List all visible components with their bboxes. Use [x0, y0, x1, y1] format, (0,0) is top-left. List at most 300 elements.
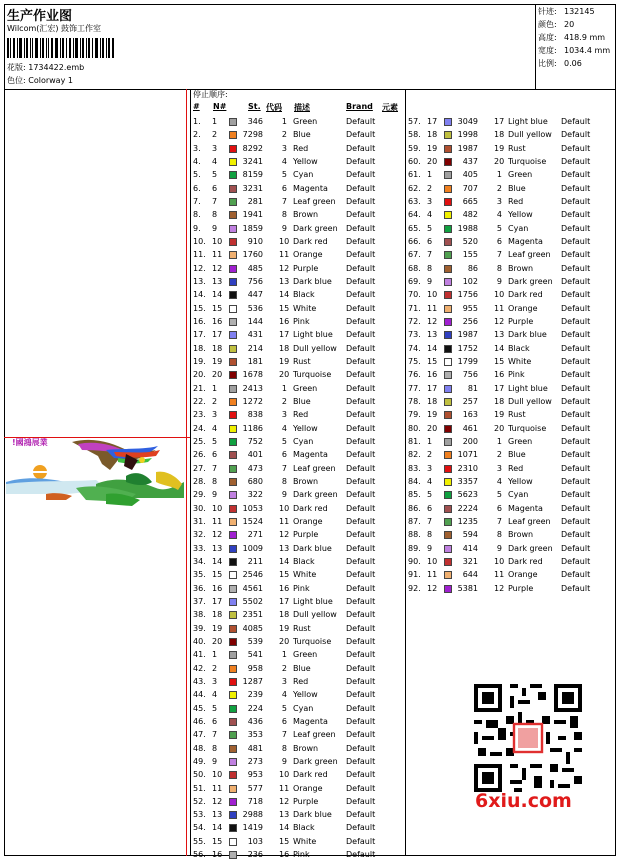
row-desc: Turquoise [508, 156, 547, 166]
row-brand: Default [346, 316, 376, 326]
row-stitches: 1235 [457, 516, 478, 526]
color-swatch [229, 211, 237, 219]
color-swatch [229, 371, 237, 379]
row-brand: Default [346, 596, 376, 606]
row-desc: Dark green [293, 490, 338, 500]
row-brand: Default [346, 183, 376, 193]
row-code: 1 [496, 436, 502, 446]
row-desc: Red [293, 410, 309, 420]
row-brand: Default [346, 370, 376, 380]
row-code: 12 [494, 583, 505, 593]
col-stitches: St. [248, 102, 261, 111]
color-swatch [229, 145, 237, 153]
row-brand: Default [346, 276, 376, 286]
row-code: 14 [279, 556, 290, 566]
row-brand: Default [561, 263, 591, 273]
row-needle: 20 [427, 423, 438, 433]
row-needle: 20 [427, 156, 438, 166]
row-desc: Brown [293, 476, 319, 486]
row-code: 14 [279, 823, 290, 833]
row-stitches: 1987 [457, 330, 478, 340]
row-stitches: 239 [247, 690, 263, 700]
row-index: 32. [193, 530, 206, 540]
row-code: 2 [496, 450, 502, 460]
row-code: 6 [281, 716, 287, 726]
row-index: 41. [193, 650, 206, 660]
color-swatch [229, 171, 237, 179]
col-brand: Brand [346, 102, 373, 111]
row-code: 12 [279, 530, 290, 540]
color-swatch [229, 518, 237, 526]
color-swatch [229, 118, 237, 126]
row-needle: 13 [212, 543, 223, 553]
stat-scale: 比例: 0.06 [538, 59, 582, 68]
row-desc: Brown [293, 743, 319, 753]
row-stitches: 211 [247, 556, 263, 566]
col-n: N# [213, 102, 227, 111]
row-needle: 12 [427, 316, 438, 326]
row-index: 59. [408, 143, 421, 153]
row-brand: Default [346, 663, 376, 673]
row-desc: Leaf green [293, 730, 336, 740]
row-code: 15 [494, 356, 505, 366]
row-needle: 3 [212, 143, 218, 153]
row-brand: Default [561, 316, 591, 326]
row-needle: 7 [212, 463, 218, 473]
row-index: 21. [193, 383, 206, 393]
row-needle: 1 [212, 383, 218, 393]
color-swatch [229, 585, 237, 593]
row-needle: 2 [212, 130, 218, 140]
row-needle: 3 [212, 676, 218, 686]
row-needle: 2 [212, 396, 218, 406]
row-stitches: 756 [462, 370, 478, 380]
row-brand: Default [346, 196, 376, 206]
row-index: 49. [193, 756, 206, 766]
color-swatch [229, 811, 237, 819]
row-code: 16 [279, 583, 290, 593]
color-swatch [229, 198, 237, 206]
row-desc: Dark red [508, 556, 543, 566]
row-index: 46. [193, 716, 206, 726]
stat-height: 高度: 418.9 mm [538, 33, 606, 42]
row-stitches: 707 [462, 183, 478, 193]
row-desc: Red [293, 143, 309, 153]
row-index: 87. [408, 516, 421, 526]
row-code: 20 [279, 636, 290, 646]
row-stitches: 1752 [457, 343, 478, 353]
row-code: 5 [281, 703, 287, 713]
row-desc: Orange [293, 250, 323, 260]
row-needle: 16 [212, 583, 223, 593]
row-index: 3. [193, 143, 201, 153]
row-desc: Black [293, 823, 315, 833]
row-desc: Red [508, 196, 524, 206]
row-brand: Default [346, 610, 376, 620]
row-stitches: 756 [247, 276, 263, 286]
color-swatch [229, 598, 237, 606]
color-swatch [229, 491, 237, 499]
row-brand: Default [346, 783, 376, 793]
row-brand: Default [346, 330, 376, 340]
row-index: 33. [193, 543, 206, 553]
row-index: 30. [193, 503, 206, 513]
color-swatch [229, 465, 237, 473]
color-swatch [444, 518, 452, 526]
color-swatch [229, 785, 237, 793]
row-stitches: 594 [462, 530, 478, 540]
row-brand: Default [346, 703, 376, 713]
row-index: 58. [408, 130, 421, 140]
row-index: 14. [193, 290, 206, 300]
color-swatch [444, 118, 452, 126]
row-stitches: 447 [247, 290, 263, 300]
row-code: 11 [279, 783, 290, 793]
row-brand: Default [346, 690, 376, 700]
row-desc: Brown [293, 210, 319, 220]
row-code: 10 [494, 556, 505, 566]
row-brand: Default [561, 210, 591, 220]
row-stitches: 346 [247, 117, 263, 126]
row-code: 16 [279, 316, 290, 326]
color-swatch [229, 345, 237, 353]
row-stitches: 2413 [242, 383, 263, 393]
row-code: 13 [494, 330, 505, 340]
row-needle: 5 [427, 223, 433, 233]
row-desc: Black [293, 556, 315, 566]
row-index: 45. [193, 703, 206, 713]
row-desc: Blue [508, 450, 526, 460]
row-code: 2 [496, 183, 502, 193]
row-desc: Pink [293, 850, 310, 860]
row-stitches: 5623 [457, 490, 478, 500]
row-code: 7 [281, 730, 287, 740]
row-brand: Default [346, 343, 376, 353]
row-needle: 12 [427, 583, 438, 593]
row-index: 37. [193, 596, 206, 606]
row-desc: Orange [508, 570, 538, 580]
row-code: 1 [496, 170, 502, 180]
row-index: 63. [408, 196, 421, 206]
color-swatch [229, 798, 237, 806]
color-swatch [229, 531, 237, 539]
row-stitches: 4561 [242, 583, 263, 593]
row-needle: 1 [427, 170, 433, 180]
row-needle: 12 [212, 530, 223, 540]
row-needle: 4 [427, 476, 433, 486]
row-desc: Dark blue [293, 810, 332, 820]
row-desc: Orange [508, 303, 538, 313]
row-code: 4 [496, 476, 502, 486]
row-stitches: 431 [247, 330, 263, 340]
row-code: 18 [494, 130, 505, 140]
color-swatch [444, 358, 452, 366]
row-brand: Default [561, 130, 591, 140]
row-brand: Default [346, 770, 376, 780]
color-swatch [229, 131, 237, 139]
row-stitches: 322 [247, 490, 263, 500]
row-needle: 13 [212, 276, 223, 286]
row-index: 20. [193, 370, 206, 380]
row-code: 3 [281, 410, 287, 420]
row-brand: Default [346, 556, 376, 566]
row-code: 9 [281, 490, 287, 500]
row-brand: Default [561, 450, 591, 460]
row-needle: 4 [212, 156, 218, 166]
row-desc: White [508, 356, 532, 366]
row-index: 47. [193, 730, 206, 740]
row-stitches: 1053 [242, 503, 263, 513]
row-stitches: 436 [247, 716, 263, 726]
color-swatch [229, 238, 237, 246]
row-needle: 11 [212, 250, 223, 260]
row-brand: Default [346, 396, 376, 406]
row-brand: Default [346, 156, 376, 166]
row-stitches: 1186 [242, 423, 263, 433]
stat-width: 宽度: 1034.4 mm [538, 46, 611, 55]
row-index: 12. [193, 263, 206, 273]
color-swatch [444, 411, 452, 419]
row-brand: Default [561, 423, 591, 433]
color-swatch [229, 318, 237, 326]
color-swatch [444, 425, 452, 433]
color-swatch [444, 398, 452, 406]
color-swatch [444, 211, 452, 219]
row-index: 13. [193, 276, 206, 286]
row-code: 3 [496, 196, 502, 206]
row-index: 15. [193, 303, 206, 313]
row-needle: 7 [427, 250, 433, 260]
row-code: 17 [279, 596, 290, 606]
row-needle: 10 [212, 503, 223, 513]
row-code: 3 [281, 676, 287, 686]
row-needle: 17 [212, 330, 223, 340]
row-desc: Turquoise [508, 423, 547, 433]
color-swatch [444, 278, 452, 286]
row-brand: Default [561, 236, 591, 246]
row-needle: 18 [212, 343, 223, 353]
row-stitches: 577 [247, 783, 263, 793]
row-index: 51. [193, 783, 206, 793]
row-needle: 6 [427, 236, 433, 246]
row-index: 60. [408, 156, 421, 166]
row-code: 19 [494, 410, 505, 420]
row-needle: 18 [427, 130, 438, 140]
row-needle: 6 [427, 503, 433, 513]
row-brand: Default [561, 556, 591, 566]
color-swatch [229, 185, 237, 193]
row-brand: Default [346, 143, 376, 153]
row-needle: 5 [427, 490, 433, 500]
row-brand: Default [346, 383, 376, 393]
color-swatch [229, 478, 237, 486]
row-index: 36. [193, 583, 206, 593]
row-brand: Default [561, 223, 591, 233]
row-code: 3 [281, 143, 287, 153]
row-needle: 12 [212, 796, 223, 806]
color-swatch [444, 251, 452, 259]
row-index: 68. [408, 263, 421, 273]
row-stitches: 321 [462, 556, 478, 566]
row-desc: Leaf green [508, 250, 551, 260]
row-stitches: 405 [462, 170, 478, 180]
row-desc: Cyan [508, 490, 529, 500]
color-swatch [444, 451, 452, 459]
row-code: 8 [496, 263, 502, 273]
row-desc: Rust [508, 410, 526, 420]
row-desc: Dull yellow [508, 130, 552, 140]
row-index: 18. [193, 343, 206, 353]
row-desc: Rust [293, 356, 311, 366]
stat-colors: 颜色: 20 [538, 20, 575, 29]
row-stitches: 236 [247, 850, 263, 860]
watermark-site: 6xiu.com [475, 790, 572, 812]
row-index: 57. [408, 117, 421, 126]
row-stitches: 3049 [457, 117, 478, 126]
color-swatch [444, 478, 452, 486]
row-desc: Magenta [508, 503, 543, 513]
color-swatch [444, 385, 452, 393]
row-desc: Dark green [293, 756, 338, 766]
row-needle: 10 [212, 236, 223, 246]
color-swatch [444, 131, 452, 139]
row-brand: Default [346, 423, 376, 433]
row-desc: Pink [293, 316, 310, 326]
row-desc: Green [293, 117, 318, 126]
row-stitches: 1419 [242, 823, 263, 833]
row-stitches: 2224 [457, 503, 478, 513]
row-index: 48. [193, 743, 206, 753]
row-stitches: 482 [462, 210, 478, 220]
row-code: 5 [496, 223, 502, 233]
row-code: 16 [494, 370, 505, 380]
row-brand: Default [346, 503, 376, 513]
row-brand: Default [346, 543, 376, 553]
row-brand: Default [346, 636, 376, 646]
row-stitches: 257 [462, 396, 478, 406]
row-index: 56. [193, 850, 206, 860]
row-code: 17 [279, 330, 290, 340]
row-desc: Yellow [293, 423, 318, 433]
row-desc: Dark green [508, 276, 553, 286]
row-stitches: 414 [462, 543, 478, 553]
color-swatch [229, 398, 237, 406]
color-swatch [229, 838, 237, 846]
row-code: 6 [281, 183, 287, 193]
row-stitches: 481 [247, 743, 263, 753]
row-desc: Dull yellow [293, 610, 337, 620]
row-needle: 4 [212, 423, 218, 433]
row-brand: Default [346, 650, 376, 660]
row-index: 91. [408, 570, 421, 580]
color-swatch [444, 491, 452, 499]
row-stitches: 1524 [242, 516, 263, 526]
row-code: 13 [279, 276, 290, 286]
color-swatch [444, 198, 452, 206]
row-brand: Default [346, 756, 376, 766]
row-index: 64. [408, 210, 421, 220]
row-stitches: 144 [247, 316, 263, 326]
row-stitches: 181 [247, 356, 263, 366]
color-swatch [229, 851, 237, 859]
row-index: 11. [193, 250, 206, 260]
row-brand: Default [561, 117, 591, 126]
row-brand: Default [561, 183, 591, 193]
col-element: 元素 [382, 103, 398, 112]
color-swatch [229, 411, 237, 419]
row-stitches: 155 [462, 250, 478, 260]
color-swatch [229, 385, 237, 393]
row-code: 4 [496, 210, 502, 220]
row-desc: Leaf green [508, 516, 551, 526]
row-index: 75. [408, 356, 421, 366]
row-code: 14 [494, 343, 505, 353]
row-needle: 13 [427, 330, 438, 340]
row-index: 22. [193, 396, 206, 406]
row-desc: Purple [508, 583, 534, 593]
row-index: 42. [193, 663, 206, 673]
row-brand: Default [346, 570, 376, 580]
row-brand: Default [561, 156, 591, 166]
row-brand: Default [561, 396, 591, 406]
row-index: 43. [193, 676, 206, 686]
color-swatch [229, 265, 237, 273]
row-needle: 3 [212, 410, 218, 420]
stat-stitches: 针迹: 132145 [538, 7, 595, 16]
row-desc: Green [293, 650, 318, 660]
row-desc: Yellow [293, 156, 318, 166]
row-needle: 16 [427, 370, 438, 380]
color-swatch [229, 158, 237, 166]
row-index: 62. [408, 183, 421, 193]
color-swatch [229, 331, 237, 339]
row-index: 53. [193, 810, 206, 820]
row-needle: 17 [212, 596, 223, 606]
color-swatch [444, 465, 452, 473]
row-code: 9 [281, 756, 287, 766]
row-index: 23. [193, 410, 206, 420]
row-stitches: 1071 [457, 450, 478, 460]
row-code: 7 [496, 516, 502, 526]
row-needle: 4 [427, 210, 433, 220]
row-code: 11 [279, 250, 290, 260]
row-brand: Default [346, 530, 376, 540]
row-index: 66. [408, 236, 421, 246]
row-code: 9 [496, 543, 502, 553]
row-desc: Purple [508, 316, 534, 326]
row-stitches: 200 [462, 436, 478, 446]
row-desc: Dark red [293, 236, 328, 246]
row-code: 18 [279, 343, 290, 353]
row-index: 84. [408, 476, 421, 486]
color-swatch [229, 451, 237, 459]
color-swatch [444, 225, 452, 233]
row-stitches: 437 [462, 156, 478, 166]
row-index: 26. [193, 450, 206, 460]
row-index: 35. [193, 570, 206, 580]
row-index: 67. [408, 250, 421, 260]
row-code: 10 [279, 770, 290, 780]
row-needle: 10 [212, 770, 223, 780]
row-desc: Magenta [293, 450, 328, 460]
row-needle: 10 [427, 556, 438, 566]
row-desc: Red [293, 676, 309, 686]
row-stitches: 541 [247, 650, 263, 660]
row-index: 50. [193, 770, 206, 780]
row-needle: 9 [212, 490, 218, 500]
row-code: 12 [279, 263, 290, 273]
row-brand: Default [561, 276, 591, 286]
